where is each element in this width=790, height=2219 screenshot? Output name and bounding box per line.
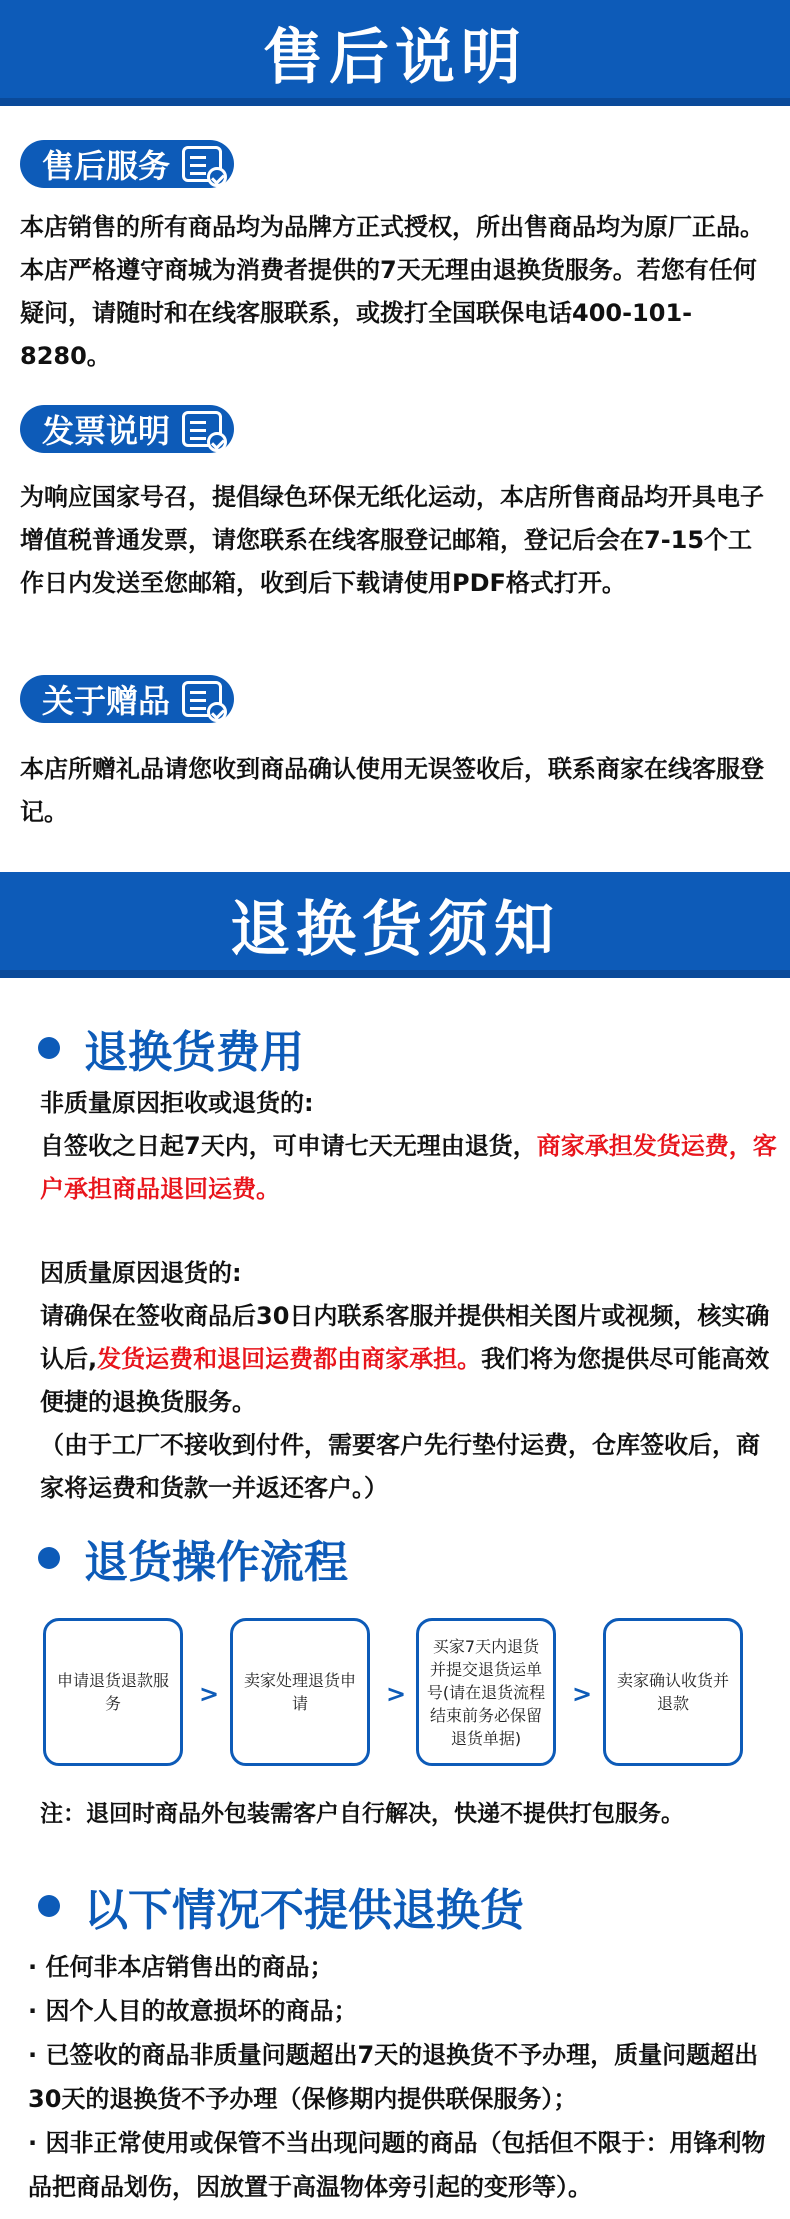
after-sales-banner — [0, 0, 790, 106]
quality-note: （由于工厂不接收到付件，需要客户先行垫付运费，仓库签收后，商家将运费和货款一并返还客户。） — [40, 1431, 760, 1502]
document-check-icon — [182, 146, 222, 182]
quality-text-2: 我们将为您提供尽可能高效便捷的退换货服务。 — [40, 1345, 770, 1416]
fees-section-heading — [38, 1016, 304, 1080]
fees-non-quality-block — [40, 1082, 780, 1211]
flow-step-label: 卖家处理退货申请 — [243, 1671, 356, 1713]
flow-step-apply — [43, 1618, 183, 1766]
list-item: · 已签收的商品非质量问题超出7天的退换货不予办理，质量问题超出30天的退换货不予办理（保修期内提供联保服务）； — [28, 2041, 759, 2113]
process-section-title: 退货操作流程 — [84, 1537, 348, 1588]
flow-step-buyer-return — [416, 1618, 556, 1766]
flow-step-label: 申请退货退款服务 — [56, 1671, 169, 1713]
process-note: 注：退回时商品外包装需客户自行解决，快递不提供打包服务。 — [40, 1801, 684, 1827]
service-section-body: 本店销售的所有商品均为品牌方正式授权，所出售商品均为原厂正品。本店严格遵守商城为消费者提供的7天无理由退换货服务。若您有任何疑问，请随时和在线客服联系，或拨打全国联保电话400-101-8280。 — [20, 213, 764, 370]
gift-section-pill — [20, 675, 234, 723]
service-section-title: 售后服务 — [42, 147, 171, 185]
fees-section-title: 退换货费用 — [84, 1027, 304, 1078]
returns-banner-title: 退换货须知 — [230, 895, 560, 965]
quality-text-1: 请确保在签收商品后30日内联系客服并提供相关图片或视频，核实确认后, — [40, 1302, 770, 1373]
list-item: · 因个人目的故意损坏的商品； — [28, 1997, 358, 2025]
flow-step-seller-refund — [603, 1618, 743, 1766]
flow-arrow-icon: > — [199, 1680, 220, 1708]
document-check-icon — [182, 411, 222, 447]
gift-section-title: 关于赠品 — [42, 682, 171, 720]
non-quality-text: 自签收之日起7天内，可申请七天无理由退货， — [40, 1132, 537, 1160]
quality-heading: 因质量原因退货的: — [40, 1259, 242, 1287]
quality-highlight: 发货运费和退回运费都由商家承担。 — [97, 1345, 482, 1373]
flow-arrow-icon: > — [572, 1680, 593, 1708]
document-check-icon — [182, 681, 222, 717]
bullet-dot-icon — [38, 1037, 60, 1059]
list-item: · 任何非本店销售出的商品； — [28, 1953, 334, 1981]
exclusions-list — [28, 1945, 780, 2209]
after-sales-banner-title: 售后说明 — [263, 23, 527, 93]
flow-arrow-icon: > — [386, 1680, 407, 1708]
flow-step-label: 买家7天内退货并提交退货运单号(请在退货流程结束前务必保留退货单据) — [426, 1636, 546, 1748]
fees-quality-block — [40, 1252, 780, 1510]
exclusions-section-title: 以下情况不提供退换货 — [84, 1885, 524, 1936]
returns-banner — [0, 872, 790, 978]
process-section-heading — [38, 1526, 348, 1590]
invoice-section-body: 为响应国家号召，提倡绿色环保无纸化运动，本店所售商品均开具电子增值税普通发票，请您联系在线客服登记邮箱，登记后会在7-15个工作日内发送至您邮箱，收到后下载请使用PDF格式打开。 — [20, 483, 764, 597]
list-item: · 因非正常使用或保管不当出现问题的商品（包括但不限于：用锋利物品把商品划伤，因放置于高温物体旁引起的变形等）。 — [28, 2129, 766, 2201]
bullet-dot-icon — [38, 1547, 60, 1569]
service-section-pill — [20, 140, 234, 188]
gift-section-body: 本店所赠礼品请您收到商品确认使用无误签收后，联系商家在线客服登记。 — [20, 755, 764, 826]
non-quality-heading: 非质量原因拒收或退货的: — [40, 1089, 314, 1117]
invoice-section-title: 发票说明 — [42, 412, 171, 450]
non-quality-highlight: 商家承担发货运费，客户承担商品退回运费。 — [40, 1132, 777, 1203]
flow-step-seller-process — [230, 1618, 370, 1766]
exclusions-section-heading — [38, 1874, 524, 1938]
flow-step-label: 卖家确认收货并退款 — [616, 1671, 729, 1713]
bullet-dot-icon — [38, 1895, 60, 1917]
invoice-section-pill — [20, 405, 234, 453]
